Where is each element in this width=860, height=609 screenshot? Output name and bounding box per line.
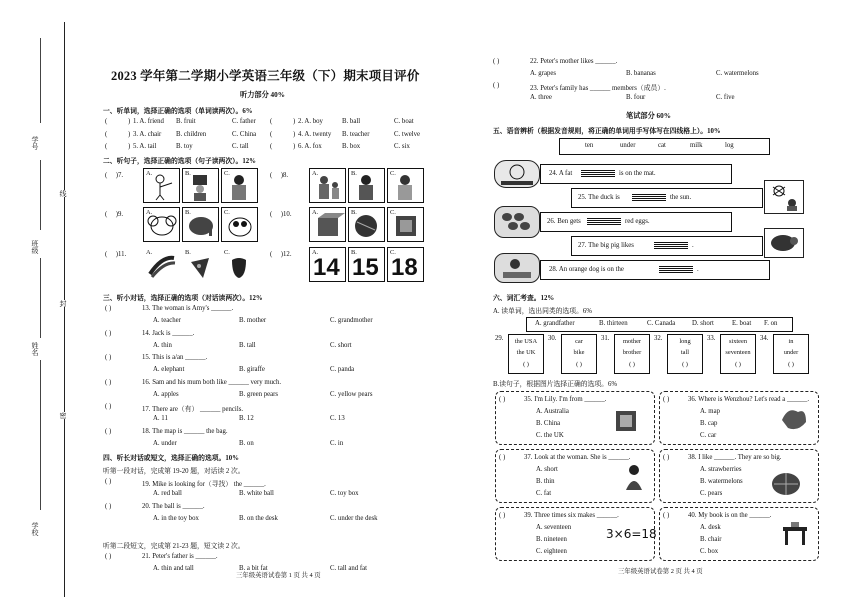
group-34-box (773, 334, 809, 374)
q22-option-c[interactable]: C. watermelons (716, 70, 759, 77)
q15-paren[interactable]: ( ) (105, 354, 112, 361)
section3-title: 三、听小对话，选择正确的选项（对话读两次）。12% (103, 295, 263, 302)
q16-stem: 16. Sam and his mum both like ______ very much. (142, 378, 282, 386)
sec1-row3-cell7: 6. A. fox (298, 143, 322, 150)
q39-stem: 39. Three times six makes ______. (524, 512, 619, 519)
q38-option-a[interactable]: A. strawberries (700, 466, 742, 473)
q36-stem: 36. Where is Wenzhou? Let's read a ______. (688, 396, 810, 403)
q10-option-a-picture[interactable]: A. (309, 207, 346, 242)
q23-stem: 23. Peter's family has ______ members（成员）. (530, 85, 666, 92)
sec1-row3-cell2: 5. A. tail (133, 143, 157, 150)
group-34-num: 34. (760, 335, 769, 342)
sec1-row3-cell5[interactable]: ( (270, 143, 273, 150)
section5-title: 五、语音辨析（根据发音规则，将正确的单词用手写体写在四线格上）。10% (493, 128, 721, 135)
choice-3: D. short (692, 320, 714, 327)
q8-option-c-picture[interactable]: C. (387, 168, 424, 203)
q11-paren: ( )11. (105, 251, 127, 258)
q11-option-a-picture[interactable]: A. (143, 247, 180, 282)
label-student-number: 学号 (31, 136, 39, 150)
blank-line (40, 38, 41, 123)
q9-option-a-picture[interactable]: A. (143, 207, 180, 242)
group-34-word1: in (788, 338, 794, 345)
blank-line (40, 258, 41, 338)
q10-paren: ( )10. (270, 211, 292, 218)
sec1-row3-cell4: C. tall (232, 143, 249, 150)
q11-option-b-picture[interactable]: B. (182, 247, 219, 282)
blank-line (40, 360, 41, 510)
footer-right: 三年级英语试卷第 2 页 共 4 页 (618, 568, 703, 575)
group-31-word2: brother (622, 349, 642, 356)
sec1-row3-cell9: C. six (394, 143, 410, 150)
q19-paren[interactable]: ( ) (105, 478, 112, 485)
sec1-row2-cell8: B. teacher (342, 130, 370, 138)
q35-option-b[interactable]: B. China (536, 420, 561, 427)
q14-paren[interactable]: ( ) (105, 329, 112, 337)
cat-on-mat-picture (494, 160, 540, 188)
q10-option-b-picture[interactable]: B. (348, 207, 385, 242)
q25-writing-lines[interactable] (632, 194, 666, 202)
q9-option-b-picture[interactable]: B. (182, 207, 219, 242)
q16-option-b[interactable]: B. green pears (239, 390, 279, 398)
label-school: 学校 (31, 522, 39, 536)
q39-paren[interactable]: ( ) (499, 512, 506, 519)
sec1-row1-cell7: 2. A. boy (298, 118, 323, 125)
section2-title: 二、听句子，选择正确的选项（句子读两次）。12% (103, 158, 256, 165)
q21-option-c[interactable]: C. tall and fat (330, 565, 367, 572)
q38-option-b[interactable]: B. watermelons (700, 478, 743, 485)
group-34-word2: under (783, 349, 799, 356)
q17-option-a[interactable]: A. 11 (153, 415, 168, 422)
label-class: 班级 (31, 240, 39, 254)
q17-option-c[interactable]: C. 13 (330, 415, 345, 422)
sec1-row2-cell7: 4. A. twenty (298, 130, 332, 138)
sec1-row1-cell8: B. ball (342, 118, 361, 125)
q13-option-a[interactable]: A. teacher (153, 317, 181, 324)
q28-sentence: 28. An orange dog is on the . (540, 260, 770, 280)
q16-option-c[interactable]: C. yellow pears (330, 390, 373, 398)
sec1-row2-cell9: C. twelve (394, 130, 421, 138)
q13-option-b[interactable]: B. mother (239, 317, 267, 324)
group-33-num: 33. (707, 335, 716, 342)
q36-option-a[interactable]: A. map (700, 408, 721, 415)
q18-option-a[interactable]: A. under (153, 439, 177, 447)
q40-option-a[interactable]: A. desk (700, 524, 721, 531)
q15-option-a[interactable]: A. elephant (153, 366, 185, 373)
sec1-row2-cell1[interactable]: ) (128, 130, 131, 138)
label-secret: 密 (59, 412, 67, 419)
sec1-row3-cell8: B. box (342, 143, 361, 150)
word-under: under (620, 142, 636, 149)
q26-sentence: 26. Ben gets red eggs. (540, 212, 732, 232)
q14-stem: 14. Jack is ______. (142, 329, 195, 337)
sec1-row1-cell3: B. fruit (176, 118, 196, 125)
sec1-row2-cell2: 3. A. chair (133, 130, 162, 138)
q16-option-a[interactable]: A. apples (153, 390, 179, 398)
group-30-num: 30. (548, 335, 557, 342)
group-33-word1: sixteen (728, 338, 748, 345)
q8-option-a-picture[interactable]: A. (309, 168, 346, 203)
q18-paren[interactable]: ( ) (105, 427, 112, 435)
q38-option-c[interactable]: C. pears (700, 490, 723, 497)
desk-picture (779, 519, 811, 549)
group-33-word2: seventeen (725, 349, 751, 356)
sec1-row3-cell3: B. toy (176, 143, 193, 150)
q38-stem: 38. I like ______. They are so big. (688, 454, 782, 461)
q15-option-c[interactable]: C. panda (330, 366, 355, 373)
section4-title: 四、听长对话或短文，选择正确的选项。10% (103, 455, 239, 462)
q15-stem: 15. This is a/an ______. (142, 354, 208, 361)
q12-option-c-number[interactable]: C. 18 (387, 247, 424, 282)
q14-option-c[interactable]: C. short (330, 341, 352, 349)
sec1-row1-cell6[interactable]: ) (293, 118, 296, 125)
q13-option-c[interactable]: C. grandmother (330, 317, 373, 324)
q19-option-c[interactable]: C. toy box (330, 490, 359, 497)
q23-option-c[interactable]: C. five (716, 94, 735, 101)
q23-paren[interactable]: ( ) (493, 82, 500, 89)
q12-option-a-number[interactable]: A. 14 (309, 247, 346, 282)
q19-option-b[interactable]: B. white ball (239, 490, 274, 497)
group-31-word1: mother (622, 338, 642, 345)
group-33-box (720, 334, 756, 374)
q17-option-b[interactable]: B. 12 (239, 415, 254, 422)
q7-paren: ( )7. (105, 172, 124, 179)
q40-paren[interactable]: ( ) (663, 512, 670, 519)
q28-writing-lines[interactable] (659, 266, 693, 274)
group-31-box (614, 334, 650, 374)
sec1-row1-cell0[interactable]: ( (105, 118, 108, 125)
q20-option-b[interactable]: B. on the desk (239, 515, 278, 522)
q39-option-c[interactable]: C. eighteen (536, 548, 567, 555)
q35-option-a[interactable]: A. Australia (536, 408, 569, 415)
label-name: 姓名 (31, 342, 39, 356)
q40-option-b[interactable]: B. chair (700, 536, 722, 543)
group-32-word1: long (679, 338, 691, 345)
q27-writing-lines[interactable] (654, 242, 688, 250)
q14-option-b[interactable]: B. tall (239, 341, 256, 349)
q19-option-a[interactable]: A. red ball (153, 490, 182, 497)
section6-part-a: A. 读单词，选出同类的选项。6% (493, 308, 592, 315)
duck-sun-picture (764, 180, 804, 214)
q20-option-c[interactable]: C. under the desk (330, 515, 378, 522)
q37-paren[interactable]: ( ) (499, 454, 506, 461)
group-29-word1: the USA (514, 338, 538, 345)
group-29-answer[interactable]: ( ) (523, 361, 529, 368)
dog-log-picture (494, 253, 540, 283)
sec1-row1-cell9: C. boat (394, 118, 414, 125)
group-31-num: 31. (601, 335, 610, 342)
q39-option-b[interactable]: B. nineteen (536, 536, 567, 543)
choice-1: B. thirteen (599, 320, 628, 327)
label-line: 线 (59, 190, 67, 197)
eggs-picture (494, 206, 540, 238)
q11-option-c-picture[interactable]: C. (221, 247, 258, 282)
choice-bank (526, 317, 793, 332)
q20-stem: 20. The ball is ______. (142, 503, 205, 510)
q17-stem: 17. There are（有） ______ pencils. (142, 406, 244, 413)
q15-option-b[interactable]: B. giraffe (239, 366, 265, 373)
q36-paren[interactable]: ( ) (663, 396, 670, 403)
q21-stem: 21. Peter's father is ______. (142, 553, 218, 560)
choice-0: A. grandfather (535, 320, 575, 327)
q18-stem: 18. The map is ______ the bag. (142, 427, 228, 435)
label-seal: 封 (59, 300, 67, 307)
sec1-row1-cell4: C. father (232, 118, 256, 125)
group-30-box (561, 334, 597, 374)
page-title: 2023 学年第二学期小学英语三年级（下）期末项目评价 (111, 69, 420, 83)
big-ben-picture (612, 407, 644, 437)
group-30-answer[interactable]: ( ) (576, 361, 582, 368)
q13-stem: 13. The woman is Amy's ______. (142, 305, 234, 312)
group-32-answer[interactable]: ( ) (682, 361, 688, 368)
q18-option-c[interactable]: C. in (330, 439, 344, 447)
pig-picture (764, 228, 804, 258)
group-32-word2: tall (680, 349, 690, 356)
q8-option-b-picture[interactable]: B. (348, 168, 385, 203)
q39-option-a[interactable]: A. seventeen (536, 524, 572, 531)
group-34-answer[interactable]: ( ) (788, 361, 794, 368)
sec1-row1-cell5[interactable]: ( (270, 118, 273, 125)
q22-option-b[interactable]: B. bananas (626, 70, 656, 77)
choice-5: F. on (764, 320, 778, 327)
q26-writing-lines[interactable] (587, 218, 621, 226)
q7-option-c-picture[interactable]: C. (221, 168, 258, 203)
q25-sentence: 25. The duck is the sun. (571, 188, 763, 208)
sec1-row2-cell3: B. children (176, 130, 207, 138)
q40-stem: 40. My book is on the ______. (688, 512, 772, 519)
blank-line (40, 160, 41, 230)
q12-paren: ( )12. (270, 251, 292, 258)
word-cat: cat (658, 142, 666, 149)
section6-part-b: B.读句子，根据图片选择正确的选项。6% (493, 381, 618, 388)
sec1-row3-cell1[interactable]: ) (128, 143, 131, 150)
section4-intro1: 听第一段对话，完成第 19-20 题，对话读 2 次。 (103, 468, 245, 475)
q9-paren: ( )9. (105, 211, 124, 218)
q19-stem: 19. Mike is looking for（寻找） the ______. (142, 481, 266, 488)
q22-stem: 22. Peter's mother likes ______. (530, 58, 618, 65)
q20-paren[interactable]: ( ) (105, 503, 112, 510)
group-29-num: 29. (495, 335, 504, 342)
writing-header: 笔试部分 60% (626, 112, 671, 120)
sec1-row3-cell0[interactable]: ( (105, 143, 108, 150)
word-log: log (725, 142, 734, 149)
sec1-row1-cell2: 1. A. friend (133, 118, 164, 125)
section1-title: 一、听单词，选择正确的选项（单词读两次）。6% (103, 108, 253, 115)
word-milk: milk (690, 142, 703, 149)
sec1-row3-cell6[interactable]: ) (293, 143, 296, 150)
q27-sentence: 27. The big pig likes . (571, 236, 763, 256)
q37-stem: 37. Look at the woman. She is ______. (524, 454, 631, 461)
group-33-answer[interactable]: ( ) (735, 361, 741, 368)
group-32-num: 32. (654, 335, 663, 342)
section4-intro2: 听第二段短文，完成第 21-23 题，短文读 2 次。 (103, 543, 245, 550)
q22-paren[interactable]: ( ) (493, 58, 500, 65)
q36-option-b[interactable]: B. cap (700, 420, 718, 427)
binding-line (64, 22, 65, 597)
footer-left: 三年级英语试卷第 1 页 共 4 页 (236, 572, 321, 579)
watermelon-picture (770, 468, 802, 498)
q8-paren: ( )8. (270, 172, 289, 179)
q16-paren[interactable]: ( ) (105, 378, 112, 386)
map-picture (778, 404, 810, 434)
q38-paren[interactable]: ( ) (663, 454, 670, 461)
q9-option-c-picture[interactable]: C. (221, 207, 258, 242)
group-31-answer[interactable]: ( ) (629, 361, 635, 368)
sec1-row2-cell0[interactable]: ( (105, 130, 108, 138)
q7-option-a-picture[interactable]: A. (143, 168, 180, 203)
q40-option-c[interactable]: C. box (700, 548, 719, 555)
group-32-box (667, 334, 703, 374)
group-29-word2: the UK (516, 349, 536, 356)
q35-paren[interactable]: ( ) (499, 396, 506, 403)
section6-title: 六、词汇考查。12% (493, 295, 555, 302)
group-30-word2: bike (573, 349, 585, 356)
q10-option-c-picture[interactable]: C. (387, 207, 424, 242)
q14-option-a[interactable]: A. thin (153, 341, 172, 349)
q21-paren[interactable]: ( ) (105, 553, 112, 560)
q35-option-c[interactable]: C. the UK (536, 432, 564, 439)
q35-stem: 35. I'm Lily. I'm from ______. (524, 396, 607, 403)
choice-4: E. boat (732, 320, 752, 327)
choice-2: C. Canada (647, 320, 676, 327)
listening-header: 听力部分 40% (240, 91, 285, 99)
q13-paren[interactable]: ( ) (105, 305, 112, 312)
group-30-word1: car (575, 338, 583, 345)
q22-option-a[interactable]: A. grapes (530, 70, 557, 77)
q24-writing-lines[interactable] (581, 170, 615, 178)
q21-option-b[interactable]: B. a bit fat (239, 565, 268, 572)
q24-sentence: 24. A fat is on the mat. (540, 164, 732, 184)
q23-option-a[interactable]: A. three (530, 94, 552, 101)
word-bank (559, 138, 770, 155)
q37-option-b[interactable]: B. thin (536, 478, 555, 485)
q20-option-a[interactable]: A. in the toy box (153, 515, 199, 522)
sec1-row2-cell5[interactable]: ( (270, 130, 273, 138)
q37-option-c[interactable]: C. fat (536, 490, 552, 497)
q7-option-b-picture[interactable]: B. (182, 168, 219, 203)
q21-option-a[interactable]: A. thin and tall (153, 565, 194, 572)
q36-option-c[interactable]: C. car (700, 432, 717, 439)
sec1-row2-cell6[interactable]: ) (293, 130, 296, 138)
q23-option-b[interactable]: B. four (626, 94, 646, 101)
sec1-row1-cell1[interactable]: ) (128, 118, 131, 125)
word-ten: ten (585, 142, 594, 149)
equation-text: 3×6=18 (606, 527, 657, 541)
sec1-row2-cell4: C. China (232, 130, 257, 138)
woman-picture (620, 462, 652, 492)
q18-option-b[interactable]: B. on (239, 439, 254, 447)
group-29-box (508, 334, 544, 374)
q37-option-a[interactable]: A. short (536, 466, 558, 473)
q17-paren[interactable]: ( ) (105, 403, 112, 410)
q12-option-b-number[interactable]: B. 15 (348, 247, 385, 282)
